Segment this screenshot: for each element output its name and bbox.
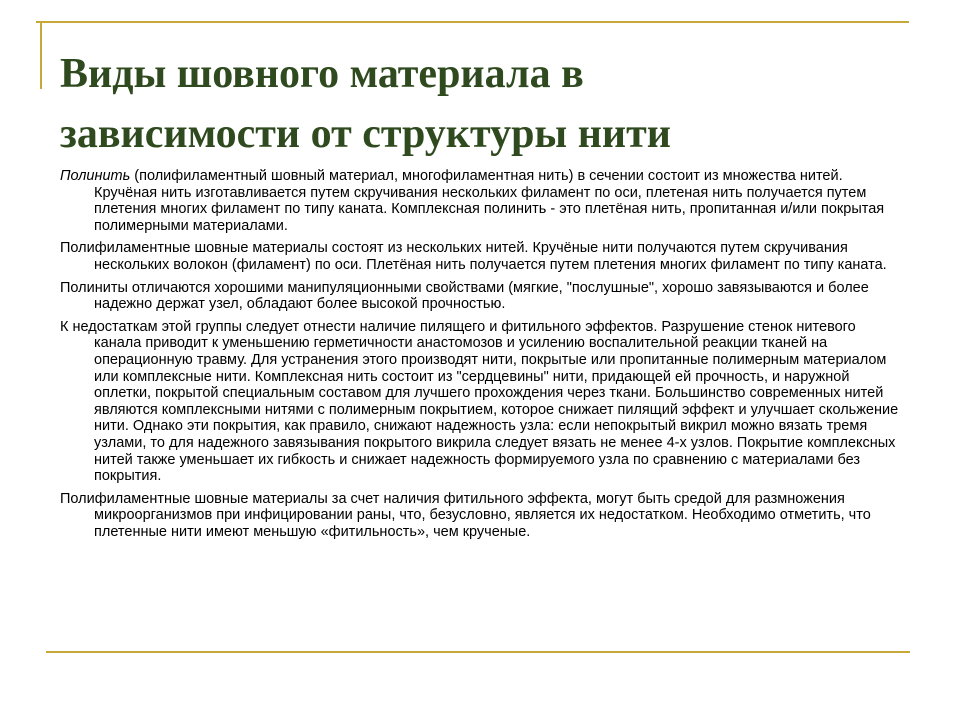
paragraph-disadvantages: К недостаткам этой группы следует отнести наличие пилящего и фитильного эффектов. Разрушение стенок нитевого канала приводит к уменьшению герметичности анастомозов и усилению воспалительной реакции тканей на операционную травму. Для устранения этого производят нити, покрытые или пропитанные полимерным материалом или комплексные нити. Комплексная нить состоит из "сердцевины" нити, придающей ей прочность, и наружной оплетки, покрытой специальным составом для лучшего прохождения через ткани. Большинство современных нитей являются комплексными нитями с полимерным покрытием, которое снижает пилящий эффект и улучшает скольжение нити. Однако эти покрытия, как правило, снижают надежность узла: если непокрытый викрил можно вязать тремя узлами, то для надежного завязывания покрытого викрила следует вязать не менее 4-х узлов. Покрытие комплексных нитей также уменьшает их гибкость и снижает надежность формируемого узла по сравнению с материалами без покрытия. — [60, 318, 899, 485]
paragraph-text: (полифиламентный шовный материал, многофиламентная нить) в сечении состоит из множества нитей. Кручёная нить изготавливается путем скручивания нескольких филамент по оси, плетеная нить получается путем плетения многих филамент по типу каната. Комплексная полинить - это плетёная нить, пропитанная и/или покрытая полимерными материалами. — [94, 168, 885, 234]
slide-title-line-1: Виды шовного материала в — [60, 51, 584, 97]
slide-title — [60, 44, 920, 164]
paragraph-handling-properties: Полиниты отличаются хорошими манипуляционными свойствами (мягкие, "послушные", хорошо завязываются и более надежно держат узел, обладают более высокой прочностью. — [60, 279, 869, 313]
top-divider — [36, 21, 909, 23]
slide-title-line-2: зависимости от структуры нити — [60, 111, 671, 157]
slide-body — [60, 168, 900, 546]
bottom-divider — [46, 651, 910, 653]
paragraph-lead-term: Полинить — [60, 168, 131, 184]
left-divider — [40, 21, 42, 89]
paragraph-polynit-definition — [60, 168, 900, 234]
paragraph-polyfilament-composition: Полифиламентные шовные материалы состоят из нескольких нитей. Кручёные нити получаются путем скручивания нескольких волокон (филамент) по оси. Плетёная нить получается путем плетения многих филамент по типу каната. — [60, 240, 887, 273]
paragraph-wicking-effect: Полифиламентные шовные материалы за счет наличия фитильного эффекта, могут быть средой для размножения микроорганизмов при инфицировании раны, что, безусловно, является их недостатком. Необходимо отметить, что плетенные нити имеют меньшую «фитильность», чем крученые. — [60, 490, 871, 540]
